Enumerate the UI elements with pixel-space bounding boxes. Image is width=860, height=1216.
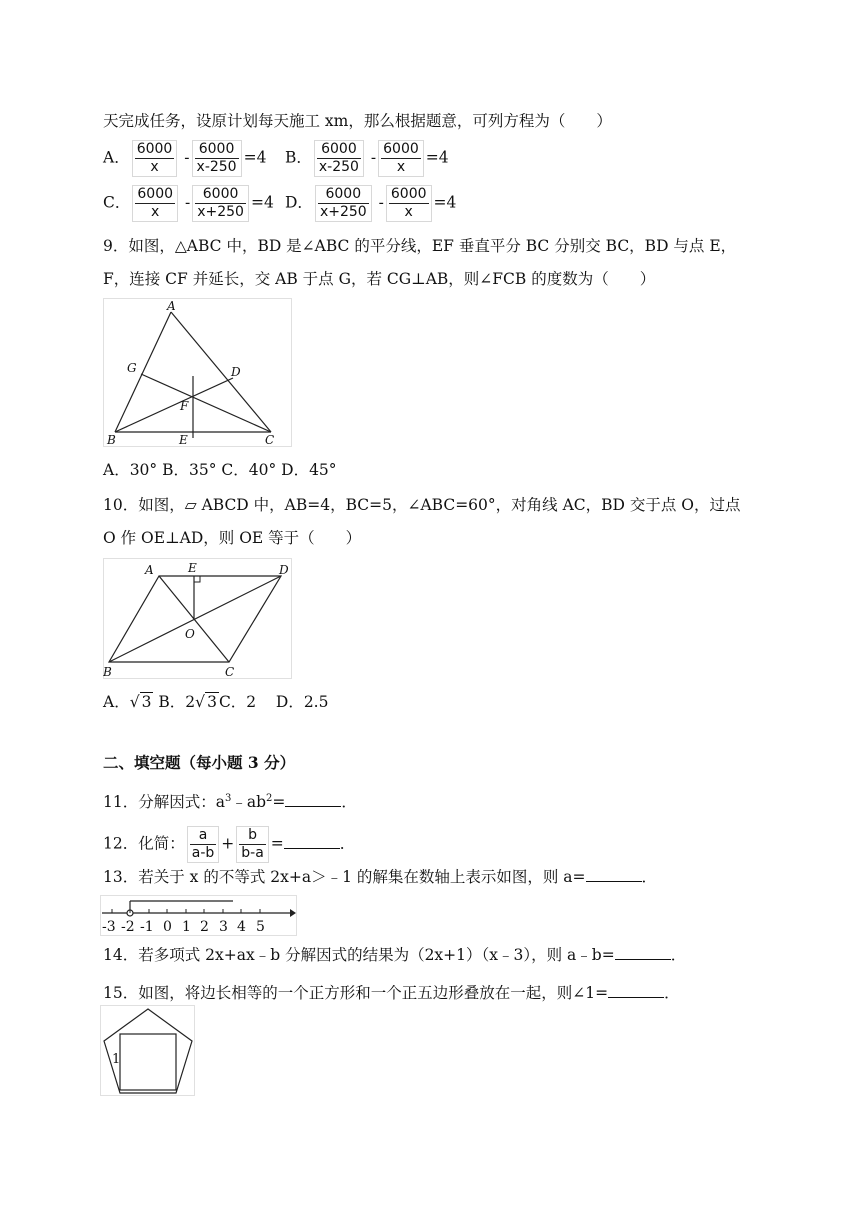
label-c: C	[265, 433, 275, 447]
fraction: $\frac{6000}{x}$	[378, 140, 424, 177]
label-a: A	[167, 299, 176, 313]
label-f: F	[180, 399, 189, 413]
q9-text-line1: 9．如图，△ABC 中，BD 是∠ABC 的平分线，EF 垂直平分 BC 分别交 BC，BD 与点 E，	[103, 237, 737, 255]
section-title: 二、填空题（每小题 3 分）	[103, 753, 296, 772]
q9-triangle-figure	[103, 298, 295, 452]
label-e: E	[188, 561, 197, 575]
fraction: $\frac{b}{b-a}$	[236, 826, 269, 863]
svg-text:3: 3	[219, 919, 228, 935]
svg-text:-1: -1	[140, 919, 154, 935]
q8-option-a: A． $\frac{6000}{x}$ - $\frac{6000}{x-250}$ =4	[103, 141, 267, 175]
label-o: O	[185, 627, 195, 641]
q11-text: 11．分解因式：$a^3﹣ab^2=$ ．	[103, 793, 357, 812]
q8-option-b: B． $\frac{6000}{x-250}$ - $\frac{6000}{x}$ =4	[285, 141, 449, 175]
label-b: B	[103, 665, 112, 679]
answer-blank	[284, 834, 340, 849]
q8-text: 天完成任务，设原计划每天施工 xm，那么根据题意，可列方程为（ ）	[103, 112, 612, 130]
svg-text:1: 1	[182, 919, 191, 935]
fraction: $\frac{6000}{x}$	[132, 140, 178, 177]
q8-option-d: D． $\frac{6000}{x+250}$ - $\frac{6000}{x}$ =4	[285, 186, 457, 220]
q13-text: 13．若关于 x 的不等式 2x+a＞﹣1 的解集在数轴上表示如图，则 a= ．	[103, 868, 658, 886]
q9-options: A．30° B．35° C．40° D．45°	[103, 461, 337, 479]
fraction: $\frac{6000}{x}$	[132, 185, 178, 222]
answer-blank	[615, 945, 671, 960]
svg-text:-3: -3	[102, 919, 116, 935]
answer-blank	[608, 983, 664, 998]
q15-pentagon-square-figure	[100, 1005, 196, 1101]
fraction: $\frac{a}{a-b}$	[187, 826, 220, 863]
q15-text: 15．如图，将边长相等的一个正方形和一个正五边形叠放在一起，则∠1= ．	[103, 984, 680, 1002]
q10-text-line2: O 作 OE⊥AD，则 OE 等于（ ）	[103, 529, 362, 547]
fraction: $\frac{6000}{x-250}$	[192, 140, 242, 177]
answer-blank	[285, 792, 341, 807]
label-d: D	[279, 563, 289, 577]
label-b: B	[107, 433, 116, 447]
q8-option-c: C． $\frac{6000}{x}$ - $\frac{6000}{x+250}$ =4	[103, 186, 274, 220]
q10-options: A．√ 3 B．2√ 3 C．2 D．2.5	[103, 693, 329, 711]
svg-text:5: 5	[256, 919, 265, 935]
q9-text-line2: F，连接 CF 并延长，交 AB 于点 G，若 CG⊥AB，则∠FCB 的度数为（ ）	[103, 270, 656, 288]
svg-text:2: 2	[200, 919, 209, 935]
q14-text: 14．若多项式 2x+ax﹣b 分解因式的结果为（2x+1）（x﹣3），则 a﹣b= ．	[103, 946, 687, 964]
answer-blank	[586, 867, 642, 882]
label-d: D	[231, 365, 241, 379]
svg-text:0: 0	[163, 919, 172, 935]
fraction: $\frac{6000}{x}$	[386, 185, 432, 222]
fraction: $\frac{6000}{x+250}$	[315, 185, 372, 222]
label-a: A	[145, 563, 154, 577]
fraction: $\frac{6000}{x-250}$	[314, 140, 364, 177]
q12-text: 12．化简： $\frac{a}{a-b}$ + $\frac{b}{b-a}$ = ．	[103, 827, 356, 861]
label-g: G	[127, 361, 137, 375]
label-c: C	[225, 665, 235, 679]
svg-text:4: 4	[237, 919, 246, 935]
angle-label: 1	[112, 1052, 121, 1067]
q10-text-line1: 10．如图，▱ ABCD 中，AB=4，BC=5，∠ABC=60°，对角线 AC，BD 交于点 O，过点	[103, 496, 741, 514]
svg-text:-2: -2	[121, 919, 135, 935]
number-line-figure	[100, 895, 298, 941]
label-e: E	[179, 433, 188, 447]
q10-parallelogram-figure	[103, 558, 295, 686]
fraction: $\frac{6000}{x+250}$	[192, 185, 249, 222]
